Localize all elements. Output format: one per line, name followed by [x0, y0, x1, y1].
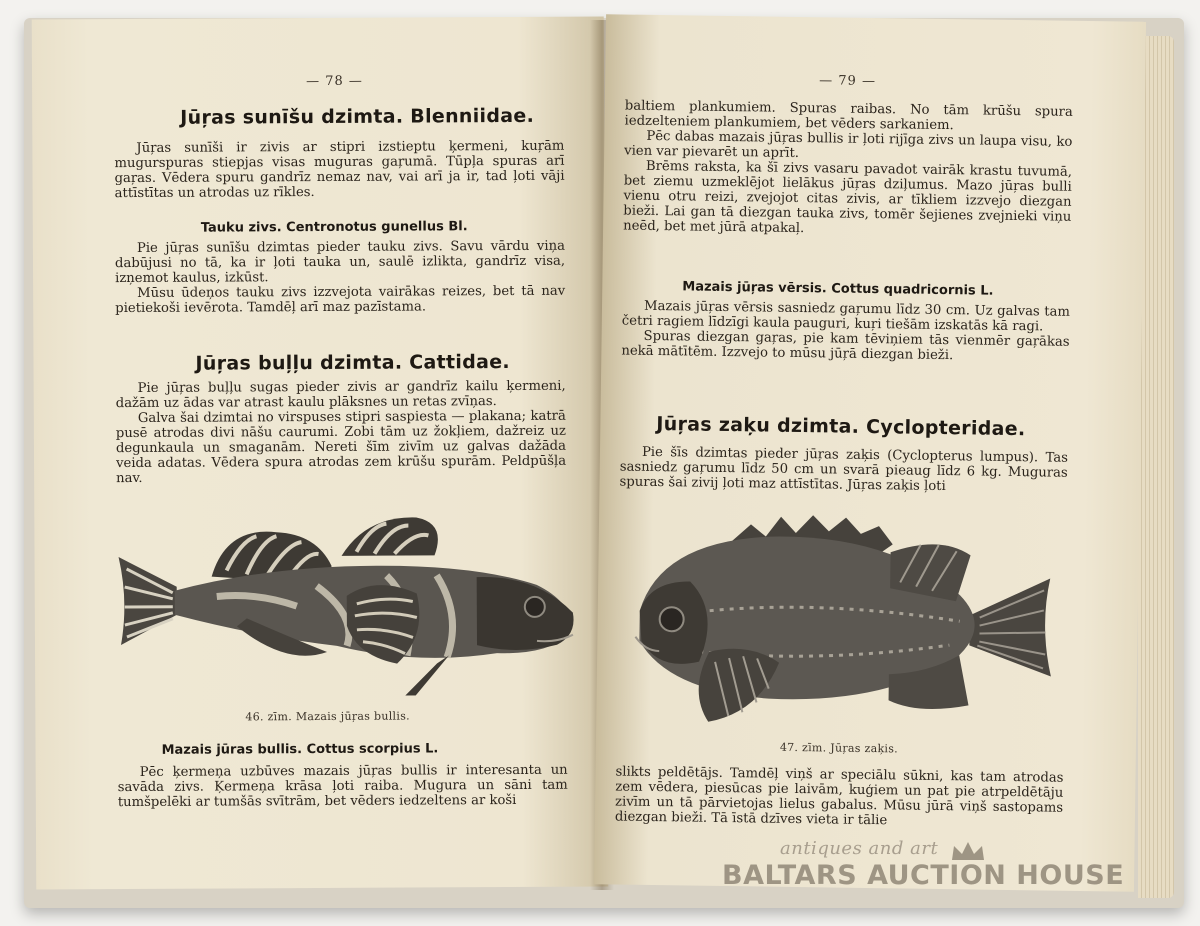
paragraph: Mūsu ūdeņos tauku zivs izzvejota vairākas reizes, bet tā nav pietiekoši ievērota. Tamdēļ arī maz pazīstama. — [115, 283, 566, 317]
subsection-text-mazais-juras-versis — [621, 299, 1070, 365]
paragraph: Pie jūŗas sunīšu dzimtas pieder tauku zivs. Savu vārdu viņa dabūjusi no tā, ka ir ļoti tauka un, saulē izlikta, gandrīz visa, izņemot kaulus, izkūst. — [114, 238, 566, 287]
watermark-name: BALTARS AUCTION HOUSE — [722, 860, 1125, 891]
watermark — [722, 838, 1125, 898]
figure-lumpfish-illustration — [618, 501, 1061, 737]
right-page — [594, 14, 1146, 891]
section-text-blenniidae — [114, 139, 564, 201]
page-number-79: — 79 — — [819, 73, 877, 90]
figure-sea-bull-illustration — [116, 495, 577, 697]
section-title-cyclopteridae: Jūŗas zaķu dzimta. Cyclopteridae. — [656, 413, 1026, 441]
paragraph: Pie jūŗas buļļu sugas pieder zivis ar gandrīz kailu ķermeni, dažām uz ādas var atrast kaulu plāksnes un retas zvīņas. — [115, 378, 566, 412]
section-text-cattidae — [116, 379, 567, 486]
figure-caption-46: 46. zīm. Mazais jūŗas bullis. — [245, 709, 410, 724]
pelvic-fin — [399, 655, 449, 697]
left-page — [32, 17, 609, 890]
page-number-78: — 78 — — [306, 73, 363, 90]
section-text-cyclopteridae — [619, 445, 1068, 496]
paragraph: Pie šīs dzimtas pieder jūŗas zaķis (Cyclopterus lumpus). Tas sasniedz gaŗumu līdz 50 cm un svarā pieaug līdz 6 kg. Muguras spuras šai zivij ļoti maz attīstītas. Jūŗas zaķis ļoti — [619, 444, 1069, 495]
section-title-blenniidae: Jūŗas sunīšu dzimta. Blenniidae. — [180, 104, 535, 129]
subsection-title-mazais-juras-versis: Mazais jūŗas vērsis. Cottus quadricornis L. — [682, 279, 994, 299]
text-continuation-bottom — [615, 764, 1064, 830]
watermark-tagline: antiques and art — [780, 838, 939, 859]
paragraph: Mazais jūŗas vērsis sasniedz gaŗumu līdz 30 cm. Uz galvas tam četri ragiem līdzīgi kaula pauguri, kuŗi tiešām izskatās kā ragi. — [621, 298, 1071, 335]
paragraph: baltiem plankumiem. Spuras raibas. No tām krūšu spura iedzelteniem plankumiem, bet vēders sarkaniem. — [624, 98, 1073, 134]
paragraph: Galva šai dzimtai no virspuses stipri saspiesta — plakana; katrā pusē atrodas divi nāšu caurumi. Zobi tām uz žokļiem, dažreiz uz degunkaula un smaganām. Nereti šīm zivīm uz galvas dažāda veida adatas. Vēdera spura atrodas zem krūšu spurām. Peldpūšļa nav. — [115, 408, 567, 487]
paragraph: Brēms raksta, ka šī zivs vasaru pavadot vairāk krastu tuvumā, bet ziemu uzmeklējot lielākus jūŗas dziļumus. Mazo jūŗas bulli vienu otru reizi, zvejojot citas zivis, ar tīkliem izzvejo diezgan bieži. Lai gan tā diezgan tauka zivs, tomēr šejienes zvejnieki viņu neēd, bet met jūrā atpakaļ. — [623, 158, 1073, 237]
paragraph: Pēc dabas mazais jūŗas bullis ir ļoti rijīga zivs un laupa visu, ko vien var pievarēt un aprīt. — [624, 128, 1073, 161]
paragraph: slikts peldētājs. Tamdēļ viņš ar speciālu sūkni, kas tam atrodas zem vēdera, piesūcas pie laivām, kuģiem un pat pie atrpeldētāju zivīm un tā pārvietojas lielus gabalus. Mūsu jūrā viņš sastopams diezgan bieži. Tā īstā dzīves vieta ir tālie — [614, 764, 1064, 829]
paragraph: Pēc ķermeņa uzbūves mazais jūŗas bullis ir interesanta un savāda zivs. Ķermeņa krāsa ļoti raiba. Mugura un sāni tam tumšpelēki ar tumšās svītrām, bet vēders iedzeltens ar koši — [117, 762, 568, 811]
fish-eye — [525, 597, 545, 617]
subsection-title-mazais-juras-bullis: Mazais jūras bullis. Cottus scorpius L. — [161, 741, 439, 758]
text-continuation-top — [623, 99, 1073, 240]
subsection-title-tauku-zivs: Tauku zivs. Centronotus gunellus Bl. — [200, 219, 468, 236]
section-title-cattidae: Jūŗas buļļu dzimta. Cattidae. — [195, 351, 510, 375]
figure-caption-47: 47. zīm. Jūŗas zaķis. — [779, 740, 899, 756]
subsection-text-tauku-zivs — [115, 239, 565, 316]
subsection-text-mazais-juras-bullis — [118, 763, 568, 810]
fish-eye — [659, 607, 683, 631]
paragraph: Spuras diezgan gaŗas, pie kam tēviņiem tās vienmēr gaŗākas nekā mātītēm. Izzvejo to mūsu jūŗā diezgan bieži. — [621, 328, 1070, 364]
paragraph: Jūŗas sunīši ir zivis ar stipri izstieptu ķermeni, kuŗām mugurspuras stiepjas visas muguras gaŗumā. Tūpļa spuras arī gaŗas. Vēdera spuru gandrīz nemaz nav, vai arī ja ir, tad ļoti vāji attīstītas un atrodas uz rīkles. — [114, 138, 565, 202]
